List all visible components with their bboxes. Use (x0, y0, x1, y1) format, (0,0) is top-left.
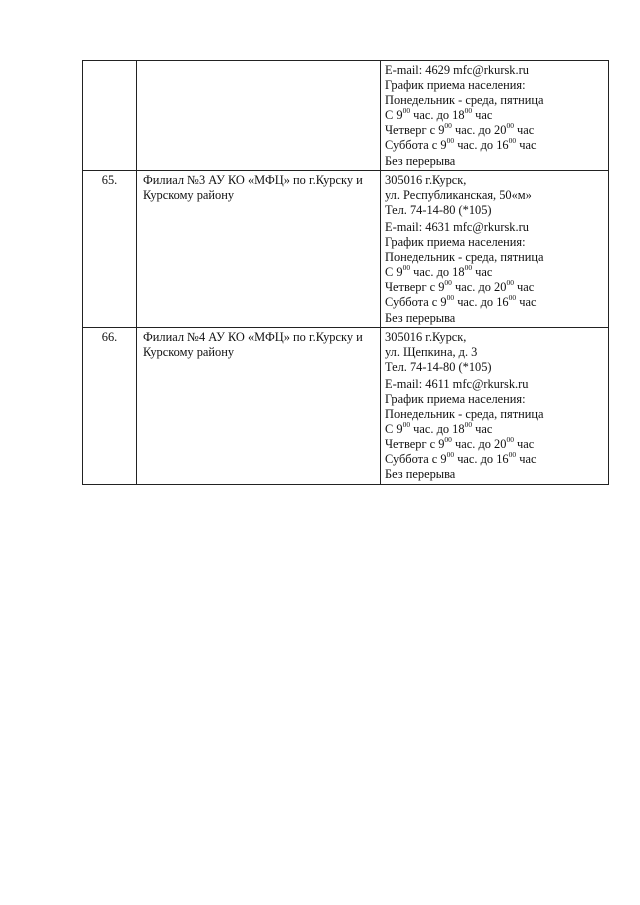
saturday-hours-line: Суббота с $9^{00}$ час. до $16^{00}$ час (385, 136, 537, 153)
weekday-hours-line: С $9^{00}$ час. до $18^{00}$ час (385, 106, 493, 123)
branch-contacts (381, 61, 609, 171)
weekdays-line: Понедельник - среда, пятница (385, 250, 544, 265)
table-row (83, 170, 609, 327)
branch-table (82, 60, 609, 485)
weekdays-line: Понедельник - среда, пятница (385, 407, 544, 422)
email-line: E-mail: 4631 mfc@rkursk.ru (385, 219, 529, 234)
street-line: ул. Щепкина, д. 3 (385, 344, 478, 359)
branch-name: Филиал №3 АУ КО «МФЦ» по г.Курску и Курскому району (137, 170, 381, 327)
branch-contacts (381, 170, 609, 327)
weekday-hours-line: С $9^{00}$ час. до $18^{00}$ час (385, 420, 493, 437)
branch-name (137, 61, 381, 171)
phone-line: Тел. 74-14-80 (*105) (385, 202, 492, 217)
thursday-hours-line: Четверг с $9^{00}$ час. до $20^{00}$ час (385, 278, 535, 295)
row-number (83, 61, 137, 171)
weekday-hours-line: С $9^{00}$ час. до $18^{00}$ час (385, 263, 493, 280)
schedule-title: График приема населения: (385, 235, 526, 250)
weekdays-line: Понедельник - среда, пятница (385, 93, 544, 108)
schedule-title: График приема населения: (385, 391, 526, 406)
branch-name: Филиал №4 АУ КО «МФЦ» по г.Курску и Курскому району (137, 327, 381, 484)
table-row (83, 327, 609, 484)
schedule-title: График приема населения: (385, 78, 526, 93)
address-line: 305016 г.Курск, (385, 329, 467, 344)
branch-contacts (381, 327, 609, 484)
row-number: 66. (83, 327, 137, 484)
thursday-hours-line: Четверг с $9^{00}$ час. до $20^{00}$ час (385, 435, 535, 452)
phone-line: Тел. 74-14-80 (*105) (385, 359, 492, 374)
email-line: E-mail: 4611 mfc@rkursk.ru (385, 376, 529, 391)
no-break-line: Без перерыва (385, 467, 456, 482)
address-line: 305016 г.Курск, (385, 172, 467, 187)
no-break-line: Без перерыва (385, 153, 456, 168)
no-break-line: Без перерыва (385, 310, 456, 325)
saturday-hours-line: Суббота с $9^{00}$ час. до $16^{00}$ час (385, 293, 537, 310)
thursday-hours-line: Четверг с $9^{00}$ час. до $20^{00}$ час (385, 121, 535, 138)
street-line: ул. Республиканская, 50«м» (385, 187, 532, 202)
row-number: 65. (83, 170, 137, 327)
saturday-hours-line: Суббота с $9^{00}$ час. до $16^{00}$ час (385, 450, 537, 467)
table-row (83, 61, 609, 171)
email-line: E-mail: 4629 mfc@rkursk.ru (385, 63, 529, 77)
